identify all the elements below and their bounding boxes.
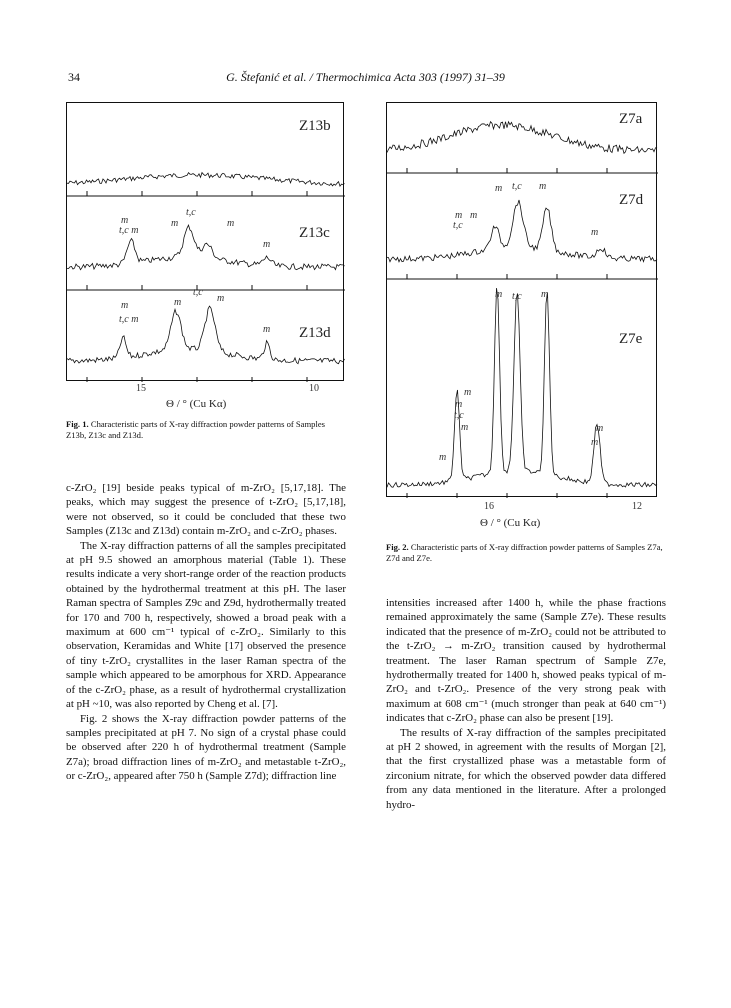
paragraph: c-ZrO₂ [19] beside peaks typical of m-ZrO₂ [5,17,18]. The peaks, which may suggest the presence of t-ZrO₂ [5,17,18], were not observed, so it could be concluded that these two Samples (Z13c and Z13d) contain m-ZrO₂ and c-ZrO₂ phases. xyxy=(66,482,346,538)
peak-label: m xyxy=(464,387,472,398)
panel-label-z13d: Z13d xyxy=(299,325,331,341)
peak-label: t,c xyxy=(454,410,464,421)
peak-label: m xyxy=(541,289,549,300)
peak-label: m xyxy=(461,422,469,433)
peak-label: m xyxy=(439,452,447,463)
left-text-column xyxy=(66,481,346,784)
peak-label: m xyxy=(495,183,503,194)
z7d-pattern xyxy=(387,200,657,262)
peak-label: m xyxy=(596,423,604,434)
figure-2-plot xyxy=(387,103,658,498)
panel-label-z7a: Z7a xyxy=(619,111,643,127)
fig2-tick-12: 12 xyxy=(632,501,642,512)
panel-label-z13b: Z13b xyxy=(299,118,331,134)
peak-label: m xyxy=(455,210,463,221)
right-text-column xyxy=(386,596,666,812)
paragraph: The X-ray diffraction patterns of all the samples precipitated at pH 9.5 showed an amorphous material (Table 1). These results indicate a very short-range order of the reaction products obtained by the hydrothermal treatment at this pH. The laser Raman spectra of Samples Z9c and Z9d, hydrothermally treated for 170 and 700 h, respectively, showed a broad peak with a maximum at 600 cm⁻¹ typical of c-ZrO₂. Similarly to this observation, Keramidas and White [17] observed the presence of tiny t-ZrO₂ crystallites in the laser Raman spectra of the sample which appeared to be amorphous for XRD. Appearance of the c-ZrO₂ phase, as a result of hydrothermal crystallization at pH ~10, was also reported by Cheng et al. [7]. xyxy=(66,539,346,711)
peak-label: t,c m xyxy=(119,314,139,325)
peak-label: m xyxy=(121,215,129,226)
peak-label: m xyxy=(495,289,503,300)
fig1-tick-10: 10 xyxy=(309,383,319,394)
fig1-caption: Fig. 1. Characteristic parts of X-ray diffraction powder patterns of Samples Z13b, Z13c and Z13d. xyxy=(66,419,326,440)
fig2-caption: Fig. 2. Characteristic parts of X-ray diffraction powder patterns of Samples Z7a, Z7d and Z7e. xyxy=(386,542,663,563)
peak-label: m xyxy=(591,227,599,238)
peak-label: m xyxy=(455,399,463,410)
peak-label: t,c xyxy=(453,220,463,231)
fig1-axis-label: Θ / ° (Cu Kα) xyxy=(166,398,227,410)
peak-label: m xyxy=(263,239,271,250)
fig2-tick-16: 16 xyxy=(484,501,494,512)
peak-label: t,c xyxy=(512,291,522,302)
z7a-pattern xyxy=(387,122,657,154)
peak-label: m xyxy=(121,300,129,311)
figure-1-frame xyxy=(66,102,344,381)
peak-label: m xyxy=(217,293,225,304)
peak-label: t,c xyxy=(186,207,196,218)
peak-label: t,c xyxy=(193,287,203,298)
running-title: G. Štefanić et al. / Thermochimica Acta 303 (1997) 31–39 xyxy=(226,70,505,84)
paragraph: The results of X-ray diffraction of the samples precipitated at pH 2 showed, in agreement with the results of Morgan [2], that the first crystallized phase was a metastable form of zirconium nitrate, for which the observed powder data differed from any data mentioned in the literature. After a prolonged hydro- xyxy=(386,726,666,811)
peak-label: m xyxy=(263,324,271,335)
page-number: 34 xyxy=(68,70,80,84)
panel-label-z13c: Z13c xyxy=(299,225,330,241)
panel-label-z7e: Z7e xyxy=(619,331,643,347)
fig2-axis-label: Θ / ° (Cu Kα) xyxy=(480,517,541,529)
peak-label: m xyxy=(171,218,179,229)
z13b-pattern xyxy=(67,173,345,187)
peak-label: m xyxy=(539,181,547,192)
paragraph: Fig. 2 shows the X-ray diffraction powder patterns of the samples precipitated at pH 7. No sign of a crystal phase could be observed after 220 h of hydrothermal treatment (Sample Z7a); broad diffraction lines of m-ZrO₂ and metastable t-ZrO₂, or c-ZrO₂, appeared after 750 h (Sample Z7d); diffraction line xyxy=(66,712,346,783)
peak-label: m xyxy=(174,297,182,308)
fig1-tick-15: 15 xyxy=(136,383,146,394)
peak-label: m xyxy=(591,437,599,448)
figure-2-frame xyxy=(386,102,657,497)
peak-label: m xyxy=(470,210,478,221)
z7e-pattern xyxy=(387,288,657,487)
peak-label: t,c m xyxy=(119,225,139,236)
peak-label: t,c xyxy=(512,181,522,192)
panel-label-z7d: Z7d xyxy=(619,192,644,208)
peak-label: m xyxy=(227,218,235,229)
paragraph: intensities increased after 1400 h, while the phase fractions remained approximately the same (Sample Z7e). These results indicated that the presence of m-ZrO₂ could not be attributed to the t-ZrO₂ → m-ZrO₂ transition caused by hydrothermal treatment. The laser Raman spectrum of Sample Z7e, hydrothermally treated for 1400 h, showed peaks typical of m-ZrO₂ and t-ZrO₂. Presence of the very strong peak with maximum at 608 cm⁻¹ (much stronger than peak at 640 cm⁻¹) indicates that c-ZrO₂ phase can also be present [19]. xyxy=(386,597,666,725)
